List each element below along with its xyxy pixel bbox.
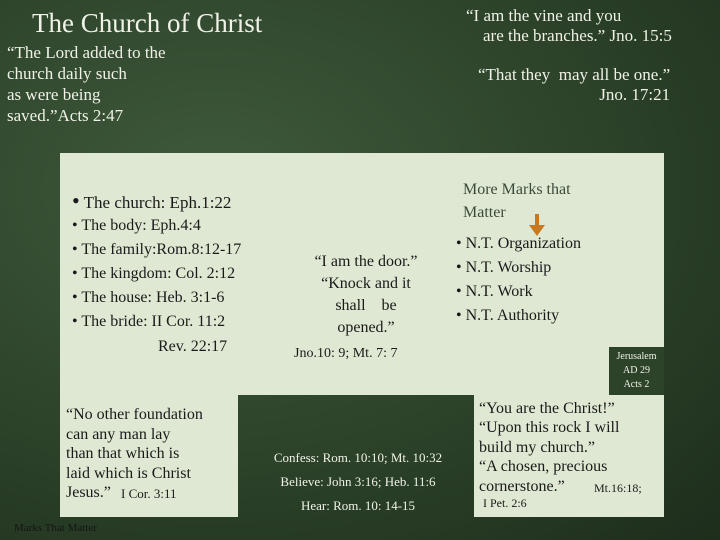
rev-reference: Rev. 22:17 <box>158 338 228 355</box>
list-item: • The body: Eph.4:4 <box>72 217 201 234</box>
list-item: • N.T. Worship <box>456 259 552 276</box>
list-item: • N.T. Work <box>456 283 533 300</box>
door-reference: Jno.10: 9; Mt. 7: 7 <box>294 346 398 361</box>
list-item: • The kingdom: Col. 2:12 <box>72 265 236 282</box>
step-hear: Hear: Rom. 10: 14-15 <box>300 498 416 513</box>
church-list-first <box>72 190 231 214</box>
jerusalem-label: Jerusalem AD 29 Acts 2 <box>616 351 657 390</box>
slide-title: The Church of Christ <box>32 8 263 38</box>
more-marks-heading: More Marks that Matter <box>463 181 571 221</box>
list-item: • N.T. Authority <box>456 307 560 324</box>
step-believe: Believe: John 3:16; Heb. 11:6 <box>280 474 436 489</box>
rock-reference: Mt.16:18; <box>594 481 642 495</box>
list-item: • N.T. Organization <box>456 235 581 252</box>
peter-reference: I Pet. 2:6 <box>483 496 527 510</box>
bullet-icon: • <box>72 188 80 213</box>
door-quote: “I am the door.” “Knock and it shall be opened.” <box>314 253 418 336</box>
list-item: • The house: Heb. 3:1-6 <box>72 289 225 306</box>
vine-quote: “I am the vine and you are the branches.” Jno. 15:5 <box>466 6 672 45</box>
list-item: • The family:Rom.8:12-17 <box>72 241 242 258</box>
step-confess: Confess: Rom. 10:10; Mt. 10:32 <box>273 450 443 465</box>
steps-list <box>248 446 468 518</box>
marks-list <box>456 232 581 328</box>
footer-label: Marks That Matter <box>14 522 97 534</box>
foundation-reference: I Cor. 3:11 <box>121 486 177 501</box>
list-item: • The bride: II Cor. 11:2 <box>72 313 226 330</box>
church-list-first-label: The church: Eph.1:22 <box>83 193 232 212</box>
acts-quote: “The Lord added to the church daily such as were being saved.”Acts 2:47 <box>7 43 166 125</box>
rock-quote: “You are the Christ!” “Upon this rock I will build my church.” “A chosen, precious cornerstone.” <box>479 400 620 495</box>
church-list <box>72 214 241 334</box>
oneness-quote: “That they may all be one.” Jno. 17:21 <box>478 65 671 104</box>
foundation-quote: “No other foundation can any man lay than that which is laid which is Christ Jesus.” <box>66 406 203 501</box>
